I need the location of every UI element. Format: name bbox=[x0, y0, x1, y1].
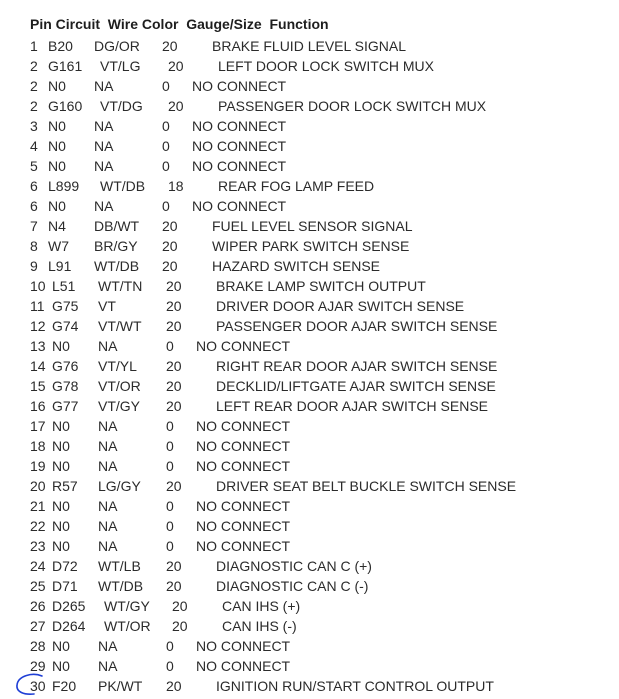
circuit-code: N0 bbox=[52, 518, 70, 534]
circuit-code: N0 bbox=[48, 138, 66, 154]
gauge-size: 20 bbox=[166, 678, 182, 694]
circuit-code: D265 bbox=[52, 598, 86, 614]
gauge-size: 20 bbox=[166, 398, 182, 414]
pin-number: 18 bbox=[30, 438, 46, 454]
table-row bbox=[0, 56, 619, 76]
pin-number: 16 bbox=[30, 398, 46, 414]
table-row bbox=[0, 496, 619, 516]
gauge-size: 20 bbox=[172, 598, 188, 614]
wire-color: DB/WT bbox=[94, 218, 140, 234]
gauge-size: 0 bbox=[166, 498, 174, 514]
function-description: DRIVER DOOR AJAR SWITCH SENSE bbox=[216, 298, 465, 314]
circuit-code: B20 bbox=[48, 38, 73, 54]
wire-color: NA bbox=[98, 458, 118, 474]
gauge-size: 20 bbox=[166, 318, 182, 334]
circuit-code: N0 bbox=[52, 438, 70, 454]
circuit-code: N0 bbox=[52, 418, 70, 434]
function-description: NO CONNECT bbox=[192, 78, 287, 94]
pin-number: 5 bbox=[30, 158, 38, 174]
wire-color: NA bbox=[94, 118, 114, 134]
table-row bbox=[0, 316, 619, 336]
pin-number: 1 bbox=[30, 38, 38, 54]
function-description: CAN IHS (-) bbox=[222, 618, 297, 634]
function-description: NO CONNECT bbox=[192, 118, 287, 134]
table-row bbox=[0, 216, 619, 236]
wire-color: VT/LG bbox=[100, 58, 141, 74]
pin-number: 26 bbox=[30, 598, 46, 614]
gauge-size: 20 bbox=[166, 298, 182, 314]
gauge-size: 0 bbox=[166, 518, 174, 534]
circuit-code: N4 bbox=[48, 218, 66, 234]
gauge-size: 0 bbox=[166, 538, 174, 554]
pin-number: 27 bbox=[30, 618, 46, 634]
wire-color: DG/OR bbox=[94, 38, 140, 54]
function-description: NO CONNECT bbox=[192, 138, 287, 154]
function-description: DECKLID/LIFTGATE AJAR SWITCH SENSE bbox=[216, 378, 496, 394]
pin-number: 13 bbox=[30, 338, 46, 354]
gauge-size: 0 bbox=[166, 438, 174, 454]
table-row bbox=[0, 416, 619, 436]
function-description: RIGHT REAR DOOR AJAR SWITCH SENSE bbox=[216, 358, 498, 374]
circuit-code: N0 bbox=[52, 658, 70, 674]
function-description: WIPER PARK SWITCH SENSE bbox=[212, 238, 410, 254]
function-description: FUEL LEVEL SENSOR SIGNAL bbox=[212, 218, 413, 234]
pin-number: 19 bbox=[30, 458, 46, 474]
gauge-size: 0 bbox=[162, 78, 170, 94]
pin-number: 2 bbox=[30, 78, 38, 94]
pin-number: 21 bbox=[30, 498, 46, 514]
wire-color: NA bbox=[98, 538, 118, 554]
function-description: LEFT REAR DOOR AJAR SWITCH SENSE bbox=[216, 398, 489, 414]
table-row bbox=[0, 76, 619, 96]
circuit-code: D72 bbox=[52, 558, 78, 574]
pin-number: 9 bbox=[30, 258, 38, 274]
wire-color: NA bbox=[98, 418, 118, 434]
table-row bbox=[0, 96, 619, 116]
function-description: NO CONNECT bbox=[196, 538, 291, 554]
circuit-code: G76 bbox=[52, 358, 79, 374]
function-description: NO CONNECT bbox=[196, 338, 291, 354]
function-description: NO CONNECT bbox=[196, 498, 291, 514]
circuit-code: L899 bbox=[48, 178, 80, 194]
gauge-size: 20 bbox=[168, 98, 184, 114]
pin-number: 3 bbox=[30, 118, 38, 134]
wire-color: NA bbox=[94, 78, 114, 94]
circuit-code: N0 bbox=[52, 498, 70, 514]
table-row bbox=[0, 656, 619, 676]
wire-color: WT/TN bbox=[98, 278, 143, 294]
gauge-size: 20 bbox=[168, 58, 184, 74]
gauge-size: 0 bbox=[166, 638, 174, 654]
gauge-size: 20 bbox=[166, 378, 182, 394]
pin-number: 8 bbox=[30, 238, 38, 254]
gauge-size: 20 bbox=[166, 278, 182, 294]
wire-color: PK/WT bbox=[98, 678, 143, 694]
function-description: NO CONNECT bbox=[196, 458, 291, 474]
table-row bbox=[0, 616, 619, 636]
table-header: Pin Circuit Wire Color Gauge/Size Function bbox=[30, 16, 329, 32]
pin-number: 15 bbox=[30, 378, 46, 394]
wire-color: VT/YL bbox=[98, 358, 137, 374]
function-description: BRAKE LAMP SWITCH OUTPUT bbox=[216, 278, 426, 294]
wire-color: VT/OR bbox=[98, 378, 141, 394]
pin-number: 22 bbox=[30, 518, 46, 534]
function-description: CAN IHS (+) bbox=[222, 598, 301, 614]
function-description: DIAGNOSTIC CAN C (+) bbox=[216, 558, 372, 574]
wire-color: WT/OR bbox=[104, 618, 151, 634]
pin-number: 12 bbox=[30, 318, 46, 334]
table-row bbox=[0, 356, 619, 376]
table-row bbox=[0, 536, 619, 556]
pin-number: 7 bbox=[30, 218, 38, 234]
table-row bbox=[0, 596, 619, 616]
wire-color: NA bbox=[98, 658, 118, 674]
pin-number: 14 bbox=[30, 358, 46, 374]
table-row bbox=[0, 156, 619, 176]
function-description: DIAGNOSTIC CAN C (-) bbox=[216, 578, 369, 594]
wire-color: NA bbox=[94, 198, 114, 214]
function-description: PASSENGER DOOR LOCK SWITCH MUX bbox=[218, 98, 487, 114]
gauge-size: 0 bbox=[166, 338, 174, 354]
pin-number: 28 bbox=[30, 638, 46, 654]
circuit-code: D264 bbox=[52, 618, 86, 634]
function-description: NO CONNECT bbox=[196, 638, 291, 654]
circuit-code: F20 bbox=[52, 678, 77, 694]
table-row bbox=[0, 176, 619, 196]
wire-color: VT/WT bbox=[98, 318, 142, 334]
circuit-code: L51 bbox=[52, 278, 76, 294]
table-row bbox=[0, 376, 619, 396]
wire-color: WT/LB bbox=[98, 558, 141, 574]
function-description: BRAKE FLUID LEVEL SIGNAL bbox=[212, 38, 406, 54]
table-row bbox=[0, 516, 619, 536]
wire-color: NA bbox=[98, 498, 118, 514]
circuit-code: D71 bbox=[52, 578, 78, 594]
table-row bbox=[0, 196, 619, 216]
function-description: NO CONNECT bbox=[192, 158, 287, 174]
gauge-size: 0 bbox=[162, 138, 170, 154]
pin-number: 11 bbox=[30, 298, 45, 314]
gauge-size: 0 bbox=[166, 458, 174, 474]
circuit-code: L91 bbox=[48, 258, 72, 274]
pin-number: 24 bbox=[30, 558, 46, 574]
wire-color: WT/GY bbox=[104, 598, 150, 614]
circuit-code: G75 bbox=[52, 298, 79, 314]
table-row bbox=[0, 256, 619, 276]
circuit-code: N0 bbox=[52, 638, 70, 654]
table-row bbox=[0, 456, 619, 476]
function-description: NO CONNECT bbox=[196, 518, 291, 534]
table-row bbox=[0, 476, 619, 496]
function-description: PASSENGER DOOR AJAR SWITCH SENSE bbox=[216, 318, 498, 334]
wire-color: NA bbox=[98, 338, 118, 354]
table-row bbox=[0, 576, 619, 596]
pin-number: 20 bbox=[30, 478, 46, 494]
table-row bbox=[0, 296, 619, 316]
function-description: HAZARD SWITCH SENSE bbox=[212, 258, 381, 274]
pin-number: 4 bbox=[30, 138, 38, 154]
circuit-code: G77 bbox=[52, 398, 79, 414]
pin-number: 10 bbox=[30, 278, 46, 294]
circuit-code: G160 bbox=[48, 98, 83, 114]
wire-color: NA bbox=[94, 158, 114, 174]
wire-color: VT/DG bbox=[100, 98, 143, 114]
gauge-size: 20 bbox=[162, 238, 178, 254]
hand-drawn-circle-annotation bbox=[14, 672, 46, 696]
table-row bbox=[0, 676, 619, 696]
function-description: NO CONNECT bbox=[196, 658, 291, 674]
table-row bbox=[0, 336, 619, 356]
pin-number: 6 bbox=[30, 198, 38, 214]
gauge-size: 0 bbox=[166, 658, 174, 674]
wire-color: BR/GY bbox=[94, 238, 138, 254]
table-row bbox=[0, 276, 619, 296]
circuit-code: G74 bbox=[52, 318, 79, 334]
gauge-size: 20 bbox=[166, 578, 182, 594]
circuit-code: N0 bbox=[52, 338, 70, 354]
gauge-size: 20 bbox=[172, 618, 188, 634]
pin-number: 23 bbox=[30, 538, 46, 554]
wire-color: VT/GY bbox=[98, 398, 141, 414]
circuit-code: N0 bbox=[48, 158, 66, 174]
circuit-code: N0 bbox=[48, 198, 66, 214]
function-description: LEFT DOOR LOCK SWITCH MUX bbox=[218, 58, 434, 74]
circuit-code: G78 bbox=[52, 378, 79, 394]
pin-number: 2 bbox=[30, 58, 38, 74]
table-row bbox=[0, 556, 619, 576]
circuit-code: N0 bbox=[48, 118, 66, 134]
gauge-size: 20 bbox=[162, 218, 178, 234]
gauge-size: 20 bbox=[166, 558, 182, 574]
table-row bbox=[0, 396, 619, 416]
gauge-size: 20 bbox=[162, 38, 178, 54]
wire-color: NA bbox=[98, 638, 118, 654]
table-row bbox=[0, 116, 619, 136]
wire-color: WT/DB bbox=[94, 258, 140, 274]
table-row bbox=[0, 236, 619, 256]
wire-color: LG/GY bbox=[98, 478, 141, 494]
table-row bbox=[0, 436, 619, 456]
gauge-size: 20 bbox=[166, 358, 182, 374]
pin-number: 2 bbox=[30, 98, 38, 114]
function-description: DRIVER SEAT BELT BUCKLE SWITCH SENSE bbox=[216, 478, 517, 494]
pin-number: 30 bbox=[30, 678, 46, 694]
gauge-size: 0 bbox=[162, 158, 170, 174]
gauge-size: 20 bbox=[166, 478, 182, 494]
table-row bbox=[0, 136, 619, 156]
wire-color: VT bbox=[98, 298, 116, 314]
pin-number: 25 bbox=[30, 578, 46, 594]
circuit-code: N0 bbox=[52, 458, 70, 474]
function-description: IGNITION RUN/START CONTROL OUTPUT bbox=[216, 678, 494, 694]
gauge-size: 0 bbox=[166, 418, 174, 434]
function-description: NO CONNECT bbox=[196, 438, 291, 454]
function-description: NO CONNECT bbox=[192, 198, 287, 214]
function-description: NO CONNECT bbox=[196, 418, 291, 434]
table-row bbox=[0, 36, 619, 56]
wire-color: NA bbox=[94, 138, 114, 154]
wire-color: WT/DB bbox=[100, 178, 146, 194]
pin-number: 17 bbox=[30, 418, 46, 434]
circuit-code: G161 bbox=[48, 58, 83, 74]
circuit-code: R57 bbox=[52, 478, 78, 494]
wire-color: NA bbox=[98, 518, 118, 534]
pin-number: 6 bbox=[30, 178, 38, 194]
circuit-code: W7 bbox=[48, 238, 69, 254]
gauge-size: 20 bbox=[162, 258, 178, 274]
function-description: REAR FOG LAMP FEED bbox=[218, 178, 375, 194]
wire-color: NA bbox=[98, 438, 118, 454]
pin-number: 29 bbox=[30, 658, 46, 674]
wire-color: WT/DB bbox=[98, 578, 144, 594]
table-row bbox=[0, 636, 619, 656]
gauge-size: 0 bbox=[162, 118, 170, 134]
circuit-code: N0 bbox=[48, 78, 66, 94]
gauge-size: 0 bbox=[162, 198, 170, 214]
gauge-size: 18 bbox=[168, 178, 184, 194]
circuit-code: N0 bbox=[52, 538, 70, 554]
